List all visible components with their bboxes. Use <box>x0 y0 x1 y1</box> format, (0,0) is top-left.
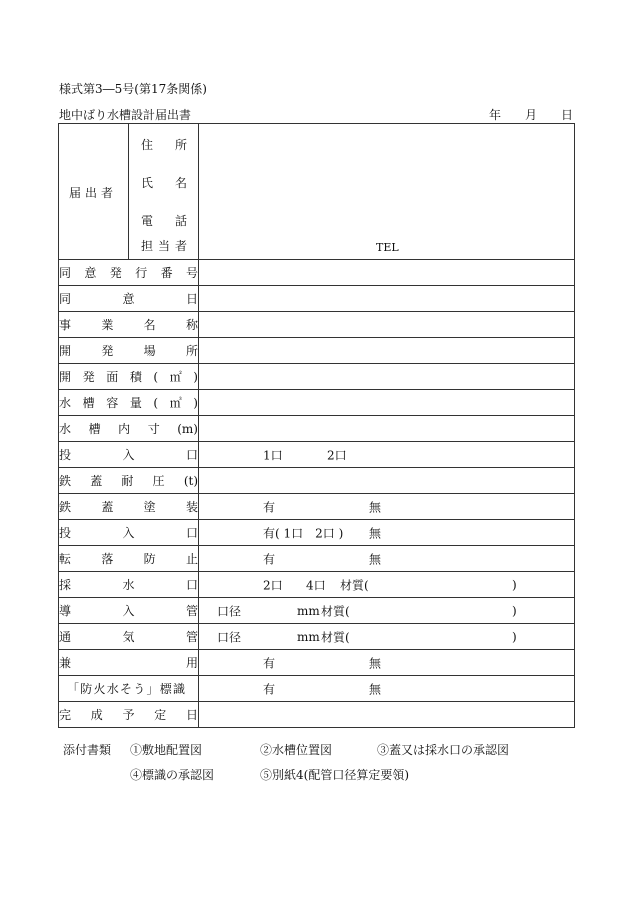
applicant-sublabels-cell <box>129 124 199 260</box>
row-label: 同意発行番号 <box>59 260 199 286</box>
tank-dimensions-field[interactable] <box>199 416 575 442</box>
vent-pipe-field[interactable] <box>199 624 575 650</box>
option-no[interactable]: 無 <box>369 526 382 540</box>
date-day-label: 日 <box>561 108 574 122</box>
row-label: 鉄蓋耐圧(t) <box>59 468 199 494</box>
fall-prevention-options[interactable] <box>199 546 575 572</box>
shared-use-options[interactable] <box>199 650 575 676</box>
form-row <box>59 494 575 520</box>
attachment-item: ⑤別紙4(配管口径算定要領) <box>260 768 409 782</box>
attachment-item: ④標識の承認図 <box>130 768 215 782</box>
applicant-value-cell[interactable] <box>199 124 575 260</box>
option-no[interactable]: 無 <box>369 656 382 670</box>
application-form-table <box>58 123 575 728</box>
option-2-ports[interactable]: 2口 <box>263 578 283 592</box>
person-label: 担当者 <box>141 239 187 253</box>
tel-label: TEL <box>376 241 399 254</box>
name-label: 氏 名 <box>141 176 187 190</box>
applicant-label: 届出者 <box>69 186 118 200</box>
option-2-inlet[interactable]: 2口 <box>327 448 347 462</box>
option-1-inlet[interactable]: 1口 <box>263 448 283 462</box>
diameter-label: 口径 <box>217 604 242 618</box>
form-row <box>59 286 575 312</box>
mm-unit-label: mm <box>297 629 320 644</box>
completion-date-field[interactable] <box>199 702 575 728</box>
form-row <box>59 572 575 598</box>
lid-coating-options[interactable] <box>199 494 575 520</box>
form-row <box>59 390 575 416</box>
consent-number-field[interactable] <box>199 260 575 286</box>
row-label: 鉄蓋塗装 <box>59 494 199 520</box>
row-label: 同意日 <box>59 286 199 312</box>
inlet-options[interactable] <box>199 442 575 468</box>
applicant-row <box>59 124 575 260</box>
consent-date-field[interactable] <box>199 286 575 312</box>
form-row <box>59 624 575 650</box>
form-title: 地中ばり水槽設計届出書 <box>59 108 192 122</box>
form-row <box>59 260 575 286</box>
attachment-item: ③蓋又は採水口の承認図 <box>377 743 510 757</box>
option-yes[interactable]: 有 <box>263 656 276 670</box>
form-row <box>59 676 575 702</box>
row-label: 投入口 <box>59 442 199 468</box>
phone-label: 電 話 <box>141 214 187 228</box>
row-label: 開発面積(㎡) <box>59 364 199 390</box>
form-row <box>59 416 575 442</box>
option-no[interactable]: 無 <box>369 682 382 696</box>
attachments-label: 添付書類 <box>63 743 112 757</box>
date-year-label: 年 <box>489 108 502 122</box>
row-label: 採水口 <box>59 572 199 598</box>
option-no[interactable]: 無 <box>369 500 382 514</box>
row-label: 導入管 <box>59 598 199 624</box>
material-label: 材質( <box>321 604 350 618</box>
option-yes[interactable]: 有 <box>263 552 276 566</box>
row-label: 完成予定日 <box>59 702 199 728</box>
row-label: 転落防止 <box>59 546 199 572</box>
form-row <box>59 468 575 494</box>
form-code: 様式第3―5号(第17条関係) <box>59 82 207 96</box>
development-area-field[interactable] <box>199 364 575 390</box>
lid-pressure-field[interactable] <box>199 468 575 494</box>
row-label: 兼用 <box>59 650 199 676</box>
form-row <box>59 546 575 572</box>
address-label: 住 所 <box>141 138 187 152</box>
project-name-field[interactable] <box>199 312 575 338</box>
material-close-paren: ) <box>512 577 517 592</box>
form-row <box>59 338 575 364</box>
row-label: 開発場所 <box>59 338 199 364</box>
material-label: 材質( <box>321 630 350 644</box>
form-row <box>59 520 575 546</box>
material-label: 材質( <box>340 578 369 592</box>
sign-options[interactable] <box>199 676 575 702</box>
row-label: 投入口 <box>59 520 199 546</box>
option-yes-count[interactable]: 有( 1口 2口 ) <box>263 526 344 540</box>
row-label: 「防火水そう」標識 <box>59 676 199 702</box>
diameter-label: 口径 <box>217 630 242 644</box>
form-row <box>59 442 575 468</box>
date-month-label: 月 <box>525 108 538 122</box>
option-yes[interactable]: 有 <box>263 682 276 696</box>
form-row <box>59 598 575 624</box>
applicant-label-cell <box>59 124 129 260</box>
form-row <box>59 364 575 390</box>
row-label: 水槽容量(㎥) <box>59 390 199 416</box>
option-no[interactable]: 無 <box>369 552 382 566</box>
form-row <box>59 650 575 676</box>
attachment-item: ②水槽位置図 <box>260 743 333 757</box>
row-label: 水槽内寸(m) <box>59 416 199 442</box>
form-row <box>59 312 575 338</box>
inflow-pipe-field[interactable] <box>199 598 575 624</box>
mm-unit-label: mm <box>297 603 320 618</box>
attachment-item: ①敷地配置図 <box>130 743 203 757</box>
option-yes[interactable]: 有 <box>263 500 276 514</box>
tank-capacity-field[interactable] <box>199 390 575 416</box>
intake-options[interactable] <box>199 572 575 598</box>
form-row <box>59 702 575 728</box>
row-label: 事業名称 <box>59 312 199 338</box>
inlet-yes-no-options[interactable] <box>199 520 575 546</box>
development-location-field[interactable] <box>199 338 575 364</box>
row-label: 通気管 <box>59 624 199 650</box>
option-4-ports[interactable]: 4口 <box>306 578 326 592</box>
material-close-paren: ) <box>512 629 517 644</box>
material-close-paren: ) <box>512 603 517 618</box>
